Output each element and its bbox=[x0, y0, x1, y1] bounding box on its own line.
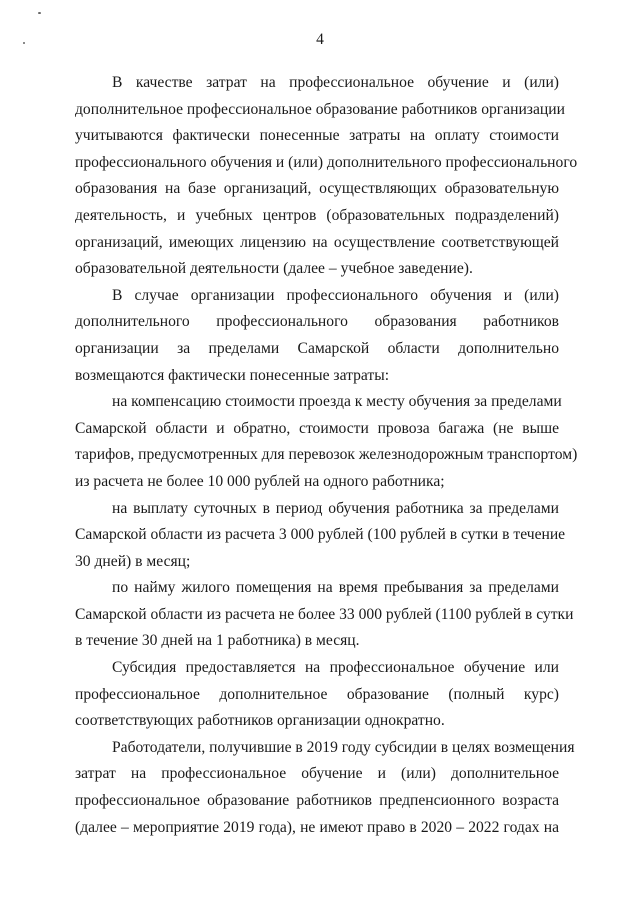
text-line: В случае организации профессионального обучения и (или) bbox=[112, 286, 559, 304]
text-line: Самарской области и обратно, стоимости провоза багажа (не выше bbox=[75, 419, 559, 437]
paragraph bbox=[75, 70, 578, 283]
text-line: профессиональное дополнительное образование (полный курс) bbox=[75, 685, 559, 703]
text-line: дополнительное профессиональное образование работников организации bbox=[75, 100, 565, 118]
paragraph bbox=[75, 655, 559, 735]
text-line: на выплату суточных в период обучения работника за пределами bbox=[112, 499, 559, 517]
text-line: возмещаются фактически понесенные затраты: bbox=[75, 366, 390, 384]
paragraph bbox=[75, 496, 566, 576]
text-line: организации за пределами Самарской области дополнительно bbox=[75, 339, 559, 357]
document-body bbox=[75, 70, 578, 841]
text-line: Самарской области из расчета не более 33 000 рублей (1100 рублей в сутки bbox=[75, 605, 574, 623]
text-line: в течение 30 дней на 1 работника) в месяц. bbox=[75, 632, 360, 650]
text-line: (далее – мероприятие 2019 года), не имеют право в 2020 – 2022 годах на bbox=[75, 818, 559, 836]
text-line: образования на базе организаций, осуществляющих образовательную bbox=[75, 180, 559, 198]
text-line: учитываются фактически понесенные затраты на оплату стоимости bbox=[75, 127, 559, 145]
paragraph bbox=[75, 283, 559, 389]
scan-speck bbox=[38, 12, 41, 14]
paragraph bbox=[75, 389, 578, 495]
text-line: тарифов, предусмотренных для перевозок железнодорожным транспортом) bbox=[75, 446, 578, 464]
text-line: по найму жилого помещения на время пребывания за пределами bbox=[112, 579, 559, 597]
text-line: Самарской области из расчета 3 000 рублей (100 рублей в сутки в течение bbox=[75, 526, 566, 544]
page-number: 4 bbox=[316, 31, 324, 48]
text-line: на компенсацию стоимости проезда к месту обучения за пределами bbox=[112, 393, 562, 411]
text-line: затрат на профессиональное обучение и (или) дополнительное bbox=[75, 765, 559, 783]
text-line: профессиональное образование работников предпенсионного возраста bbox=[75, 792, 559, 810]
text-line: организаций, имеющих лицензию на осуществление соответствующей bbox=[75, 233, 559, 251]
text-line: В качестве затрат на профессиональное обучение и (или) bbox=[112, 74, 559, 91]
text-line: из расчета не более 10 000 рублей на одного работника; bbox=[75, 472, 445, 490]
text-line: деятельность, и учебных центров (образовательных подразделений) bbox=[75, 206, 559, 224]
text-line: соответствующих работников организации однократно. bbox=[75, 712, 445, 730]
text-line: 30 дней) в месяц; bbox=[75, 552, 191, 570]
text-line: профессионального обучения и (или) дополнительного профессионального bbox=[75, 153, 578, 171]
text-line: Работодатели, получившие в 2019 году субсидии в целях возмещения bbox=[112, 738, 575, 756]
text-line: образовательной деятельности (далее – учебное заведение). bbox=[75, 260, 473, 278]
paragraph bbox=[75, 735, 575, 841]
text-line: Субсидия предоставляется на профессиональное обучение или bbox=[112, 659, 559, 677]
text-line: дополнительного профессионального образования работников bbox=[75, 313, 559, 331]
paragraph bbox=[75, 575, 574, 655]
